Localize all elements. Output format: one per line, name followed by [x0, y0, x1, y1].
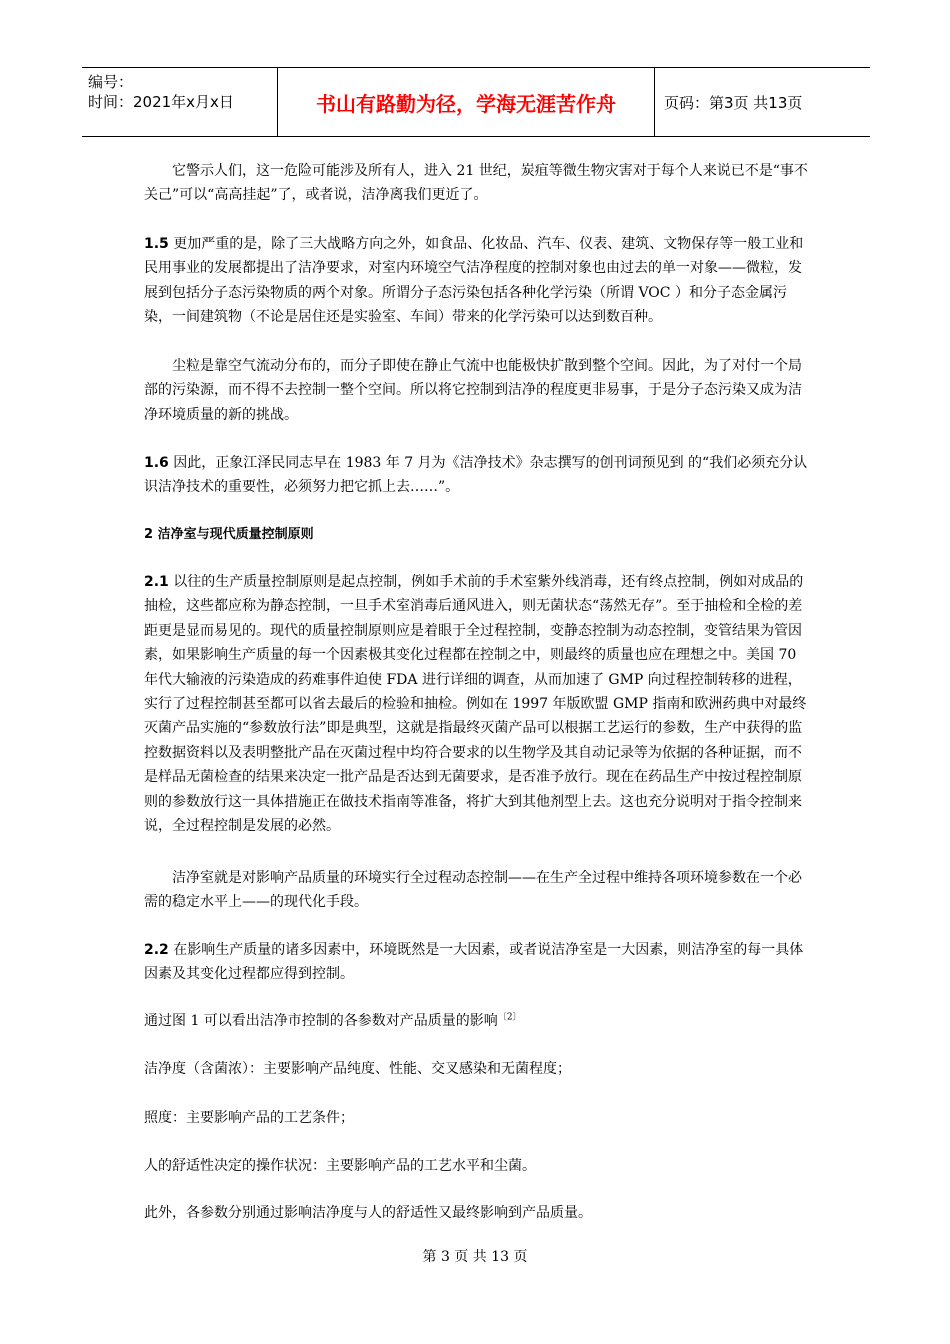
paragraph-cleanroom: 洁净室就是对影响产品质量的环境实行全过程动态控制——在生产全过程中维持各项环境参数在一个必需的稳定水平上——的现代化手段。: [144, 870, 802, 911]
section-1-6: [144, 451, 809, 500]
section-text: 以往的生产质量控制原则是起点控制，例如手术前的手术室紫外线消毒，还有终点控制，例如对成品的抽检，这些都应称为静态控制，一旦手术室消毒后通风进入，则无菌状态“荡然无存”。至于抽检和全检的差距更是显而易见的。现代的质量控制原则应是着眼于全过程控制，变静态控制为动态控制，变管结果为管因素，如果影响生产质量的每一个因素极其变化过程都在控制之中，则最终的质量也应在理想之中。美国 70 年代大输液的污染造成的药难事件迫使 FDA 进行详细的调查，从而加速了 GMP 向过程控制转移的进程，实行了过程控制甚至都可以省去最后的检验和抽检。例如在 1997 年版欧盟 GMP 指南和欧洲药典中对最终灭菌产品实施的“参数放行法”即是典型，这就是指最终灭菌产品可以根据工艺运行的参数，生产中获得的监控数据资料以及表明整批产品在灭菌过程中均符合要求的以生物学及其自动记录等为依据的各种证据，而不是样品无菌检查的结果来决定一批产品是否达到无菌要求，是否准予放行。现在在药品生产中按过程控制原则的参数放行这一具体措施正在做技术指南等准备，将扩大到其他剂型上去。这也充分说明对于指令控制来说，全过程控制是发展的必然。: [144, 574, 807, 835]
citation-ref: 〔2〕: [497, 1012, 522, 1023]
section-2-2: [144, 938, 809, 987]
section-number: 2.1: [144, 574, 169, 590]
section-number: 1.6: [144, 455, 169, 471]
list-item-cleanliness: 洁净度（含菌浓）：主要影响产品纯度、性能、交叉感染和无菌程度；: [144, 1061, 571, 1077]
header-meta: [82, 68, 278, 136]
figure-text: 通过图 1 可以看出洁净市控制的各参数对产品质量的影响: [144, 1013, 498, 1029]
date-label: 时间：2021年x月x日: [88, 93, 234, 111]
paragraph-dust: 尘粒是靠空气流动分布的，而分子即使在静止气流中也能极快扩散到整个空间。因此，为了对付一个局部的污染源，而不得不去控制一整个空间。所以将它控制到洁净的程度更非易事，于是分子态污染又成为洁净环境质量的新的挑战。: [144, 358, 802, 423]
section-number: 1.5: [144, 236, 169, 252]
section-text: 因此，正象江泽民同志早在 1983 年 7 月为《洁净技术》杂志撰写的创刊词预见到 的“我们必须充分认识洁净技术的重要性，必须努力把它抓上去……”。: [144, 455, 808, 496]
section-text: 更加严重的是，除了三大战略方向之外，如食品、化妆品、汽车、仪表、建筑、文物保存等一般工业和民用事业的发展都提出了洁净要求，对室内环境空气洁净程度的控制对象也由过去的单一对象——微粒，发展到包括分子态污染物质的两个对象。所谓分子态污染包括各种化学污染（所谓 VOC ）和分子态金属污染，一间建筑物（不论是居住还是实验室、车间）带来的化学污染可以达到数百种。: [144, 236, 804, 326]
page-header: [82, 67, 870, 137]
section-2-1: [144, 570, 809, 838]
page-footer: 第 3 页 共 13 页: [422, 1249, 528, 1265]
list-item-illumination: 照度：主要影响产品的工艺条件；: [144, 1110, 354, 1126]
section-text: 在影响生产质量的诸多因素中，环境既然是一大因素，或者说洁净室是一大因素，则洁净室的每一具体因素及其变化过程都应得到控制。: [144, 942, 804, 983]
header-motto: 书山有路勤为径，学海无涯苦作舟: [316, 91, 616, 116]
section-2-heading: 2 洁净室与现代质量控制原则: [144, 527, 314, 542]
list-item-summary: 此外，各参数分别通过影响洁净度与人的舒适性又最终影响到产品质量。: [144, 1205, 592, 1221]
header-page-info: 页码：第3页 共13页: [664, 93, 803, 112]
serial-label: 编号：: [88, 73, 134, 91]
section-number: 2.2: [144, 942, 169, 958]
header-motto-cell: [278, 68, 655, 136]
figure-reference-line: [144, 1009, 809, 1033]
paragraph-warning: 它警示人们，这一危险可能涉及所有人，进入 21 世纪，炭疽等微生物灾害对于每个人来说已不是“事不关己”可以“高高挂起”了，或者说，洁净离我们更近了。: [144, 163, 808, 204]
list-item-comfort: 人的舒适性决定的操作状况：主要影响产品的工艺水平和尘菌。: [144, 1158, 536, 1174]
section-1-5: [144, 232, 809, 330]
